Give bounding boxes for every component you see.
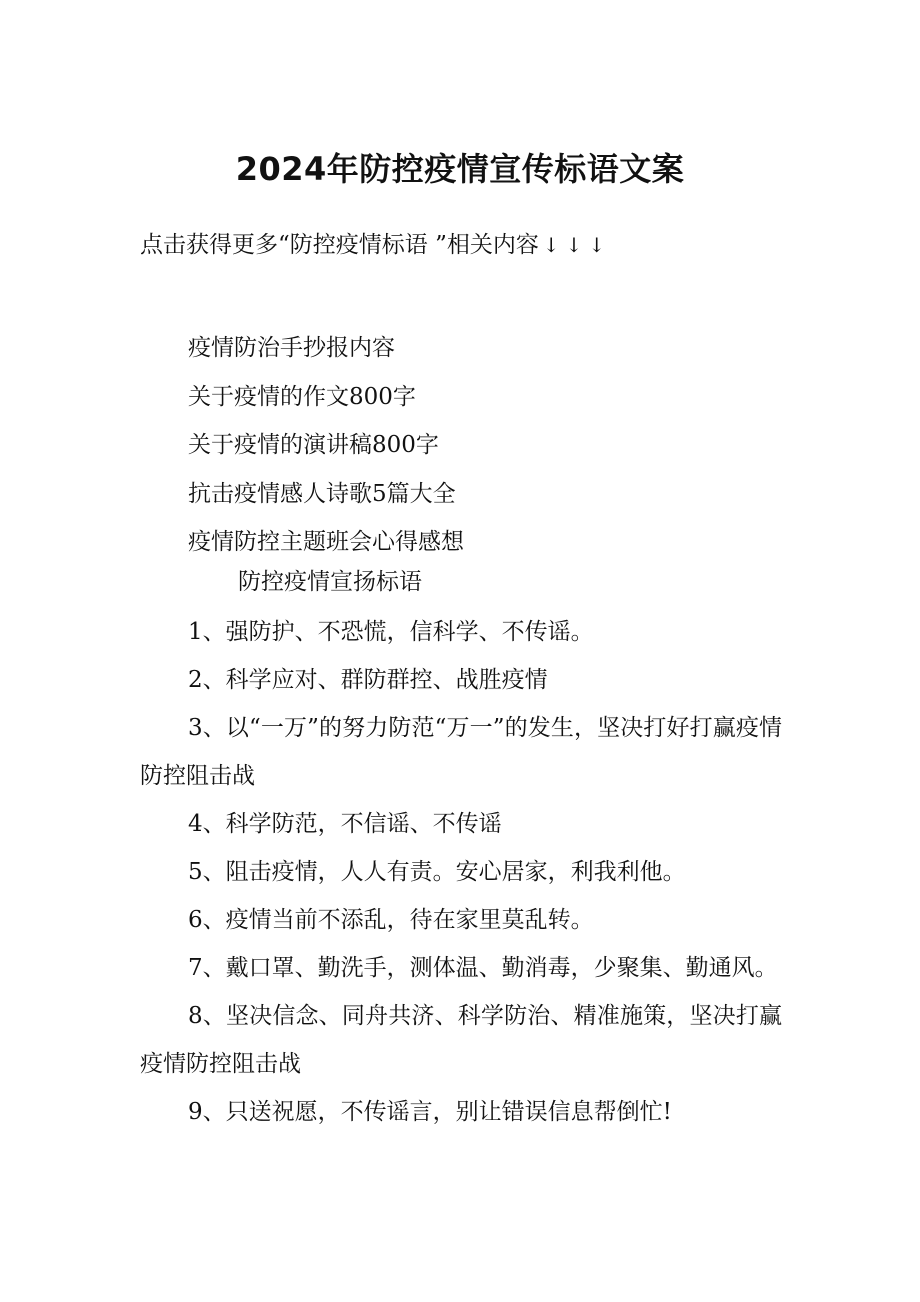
- related-link[interactable]: 疫情防治手抄报内容: [188, 335, 395, 361]
- slogan-item: 8、坚决信念、同舟共济、科学防治、精准施策，坚决打赢疫情防控阻击战: [140, 1003, 782, 1077]
- related-link[interactable]: 关于疫情的演讲稿800字: [188, 432, 439, 458]
- slogan-item: 9、只送祝愿，不传谣言，别让错误信息帮倒忙!: [188, 1099, 672, 1125]
- slogan-item: 7、戴口罩、勤洗手，测体温、勤消毒，少聚集、勤通风。: [188, 955, 778, 981]
- document-title: 2024年防控疫情宣传标语文案: [235, 150, 685, 188]
- slogan-item: 2、科学应对、群防群控、战胜疫情: [188, 667, 548, 693]
- slogan-item: 1、强防护、不恐慌，信科学、不传谣。: [188, 619, 594, 645]
- section-heading: 防控疫情宣扬标语: [238, 569, 422, 595]
- slogan-item: 5、阻击疫情，人人有责。安心居家，利我利他。: [188, 859, 686, 885]
- related-link[interactable]: 关于疫情的作文800字: [188, 383, 416, 410]
- related-link[interactable]: 疫情防控主题班会心得感想: [188, 529, 464, 555]
- intro-line[interactable]: [140, 226, 611, 264]
- down-arrows-icon: ↓↓↓: [542, 233, 612, 257]
- intro-text: 点击获得更多“防控疫情标语 ”相关内容: [140, 232, 539, 258]
- slogan-item: 4、科学防范，不信谣、不传谣: [188, 811, 502, 837]
- slogan-list: [140, 608, 782, 1136]
- slogan-item: 3、以“一万”的努力防范“万一”的发生，坚决打好打赢疫情防控阻击战: [140, 715, 782, 789]
- related-links-list: [188, 324, 464, 567]
- related-link[interactable]: 抗击疫情感人诗歌5篇大全: [188, 480, 456, 507]
- slogan-item: 6、疫情当前不添乱，待在家里莫乱转。: [188, 907, 594, 933]
